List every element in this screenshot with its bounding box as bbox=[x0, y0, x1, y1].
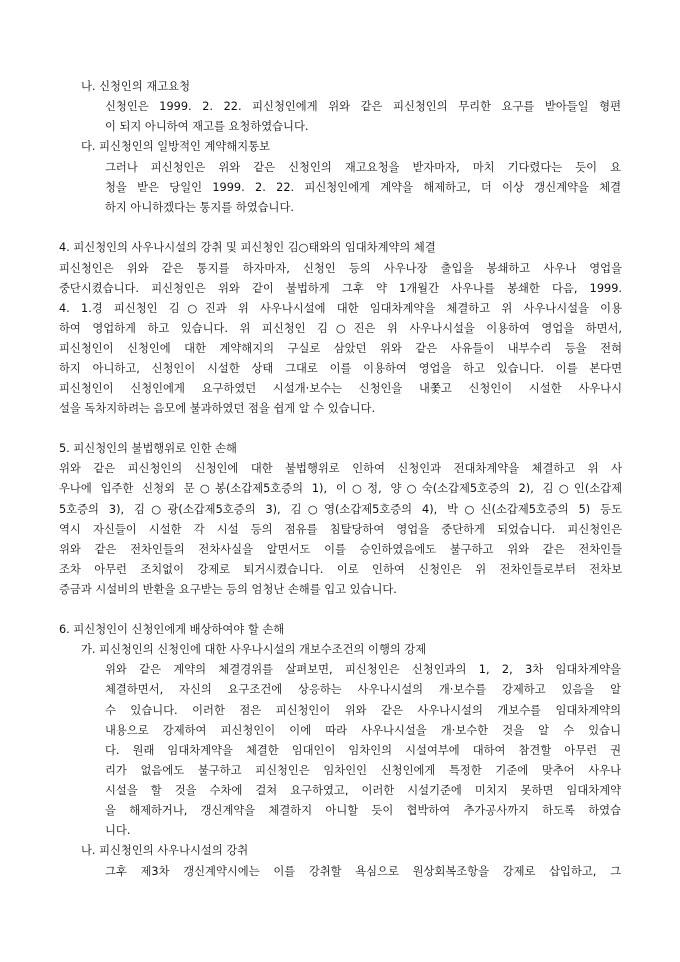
body-line: 그후 제3차 갱신계약시에는 이를 강취할 욕심으로 원상회복조항을 강제로 삽입하고, 그 bbox=[105, 865, 621, 878]
body-line: 하지 아니하겠다는 통지를 하였습니다. bbox=[105, 201, 294, 214]
body-line: 피신청인이 신청인에 대한 계약해지의 구실로 삼았던 위와 같은 사유들이 내부수리 등을 전혀 bbox=[59, 342, 622, 355]
body-line: 그러나 피신청인은 위와 같은 신청인의 재고요청을 받자마자, 마치 기다렸다는 듯이 요 bbox=[105, 161, 621, 174]
body-line: 조차 아무런 조치없이 강제로 퇴거시켰습니다. 이로 인하여 신청인은 위 전차인들로부터 전차보 bbox=[59, 563, 622, 576]
body-line: 체결하면서, 자신의 요구조건에 상응하는 사우나시설의 개·보수를 강제하고 있음을 알 bbox=[105, 683, 621, 696]
body-line: 피신청인은 위와 같은 통지를 하자마자, 신청인 등의 사우나장 출입을 봉쇄하고 사우나 영업을 bbox=[59, 262, 622, 275]
section-heading: 나. 신청인의 재고요청 bbox=[81, 80, 190, 93]
body-line: 설을 독차지하려는 음모에 불과하였던 점을 쉽게 알 수 있습니다. bbox=[59, 402, 376, 415]
body-line: 신청인은 1999. 2. 22. 피신청인에게 위와 같은 피신청인의 무리한 요구를 받아들일 형편 bbox=[105, 100, 621, 113]
body-line: 하여 영업하게 하고 있습니다. 위 피신청인 김○진은 위 사우나시설을 이용하여 영업을 하면서, bbox=[59, 322, 622, 335]
body-line: 위와 같은 계약의 체결경위를 살펴보면, 피신청인은 신청인과의 1, 2, 3차 임대차계약을 bbox=[105, 663, 621, 676]
section-heading: 4. 피신청인의 사우나시설의 강취 및 피신청인 김○태와의 임대차계약의 체결 bbox=[59, 241, 436, 254]
body-line: 수 있습니다. 이러한 점은 피신청인이 위와 같은 사우나시설의 개보수를 임대차계약의 bbox=[105, 704, 621, 717]
body-line: 위와 같은 전차인들의 전차사실을 알면서도 이를 승인하였음에도 불구하고 위와 같은 전차인들 bbox=[59, 543, 622, 556]
body-line: 위와 같은 피신청인의 신청인에 대한 불법행위로 인하여 신청인과 전대차계약을 체결하고 위 사 bbox=[59, 462, 622, 475]
subsection-heading: 가. 피신청인의 신청인에 대한 사우나시설의 개보수조건의 이행의 강제 bbox=[81, 643, 427, 656]
section-heading: 다. 피신청인의 일방적인 계약해지통보 bbox=[81, 140, 270, 153]
body-line: 리가 없음에도 불구하고 피신청인은 임차인인 신청인에게 특정한 기준에 맞추어 사우나 bbox=[105, 764, 621, 777]
subsection-heading: 나. 피신청인의 사우나시설의 강취 bbox=[81, 844, 249, 857]
body-line: 청을 받은 당일인 1999. 2. 22. 피신청인에게 계약을 해제하고, 더 이상 갱신계약을 체결 bbox=[105, 181, 621, 194]
body-line: 하지 아니하고, 신청인이 시설한 상태 그대로 이를 이용하여 영업을 하고 있습니다. 이를 본다면 bbox=[59, 362, 622, 375]
section-heading: 6. 피신청인이 신청인에게 배상하여야 할 손해 bbox=[59, 623, 285, 636]
body-line: 시설을 할 것을 수차에 걸쳐 요구하였고, 이러한 시설기준에 미치지 못하면 임대차계약 bbox=[105, 784, 621, 797]
body-line: 우나에 입주한 신청외 문○봉(소갑제5호증의 1), 이○정, 양○숙(소갑제5호증의 2), 김○인(소갑제 bbox=[59, 482, 622, 495]
body-line: 을 해제하거나, 갱신계약을 체결하지 아니할 듯이 협박하여 추가공사까지 하도록 하였습 bbox=[105, 804, 621, 817]
body-line: 니다. bbox=[105, 824, 131, 837]
body-line: 피신청인이 신청인에게 요구하였던 시설개·보수는 신청인을 내쫓고 신청인이 시설한 사우나시 bbox=[59, 382, 622, 395]
body-line: 중단시켰습니다. 피신청인은 위와 같이 불법하게 그후 약 1개월간 사우나를 봉쇄한 다음, 1999. bbox=[59, 282, 622, 295]
section-heading: 5. 피신청인의 불법행위로 인한 손해 bbox=[59, 442, 237, 455]
body-line: 증금과 시설비의 반환을 요구받는 등의 엄청난 손해를 입고 있습니다. bbox=[59, 583, 397, 596]
body-line: 5호증의 3), 김○광(소갑제5호증의 3), 김○영(소갑제5호증의 4), 박○신(소갑제5호증의 5) 등도 bbox=[59, 503, 622, 516]
body-line: 4. 1.경 피신청인 김○진과 위 사우나시설에 대한 임대차계약을 체결하고 위 사우나시설을 이용 bbox=[59, 302, 622, 315]
body-line: 역시 자신들이 시설한 각 시설 등의 점유를 침탈당하여 영업을 중단하게 되었습니다. 피신청인은 bbox=[59, 523, 622, 536]
body-line: 다. 원래 임대차계약을 체결한 임대인이 임차인의 시설여부에 대하여 참견할 아무런 권 bbox=[105, 744, 621, 757]
body-line: 이 되지 아니하여 재고를 요청하였습니다. bbox=[105, 120, 309, 133]
body-line: 내용으로 강제하여 피신청인이 이에 따라 사우나시설을 개·보수한 것을 알 수 있습니 bbox=[105, 724, 621, 737]
